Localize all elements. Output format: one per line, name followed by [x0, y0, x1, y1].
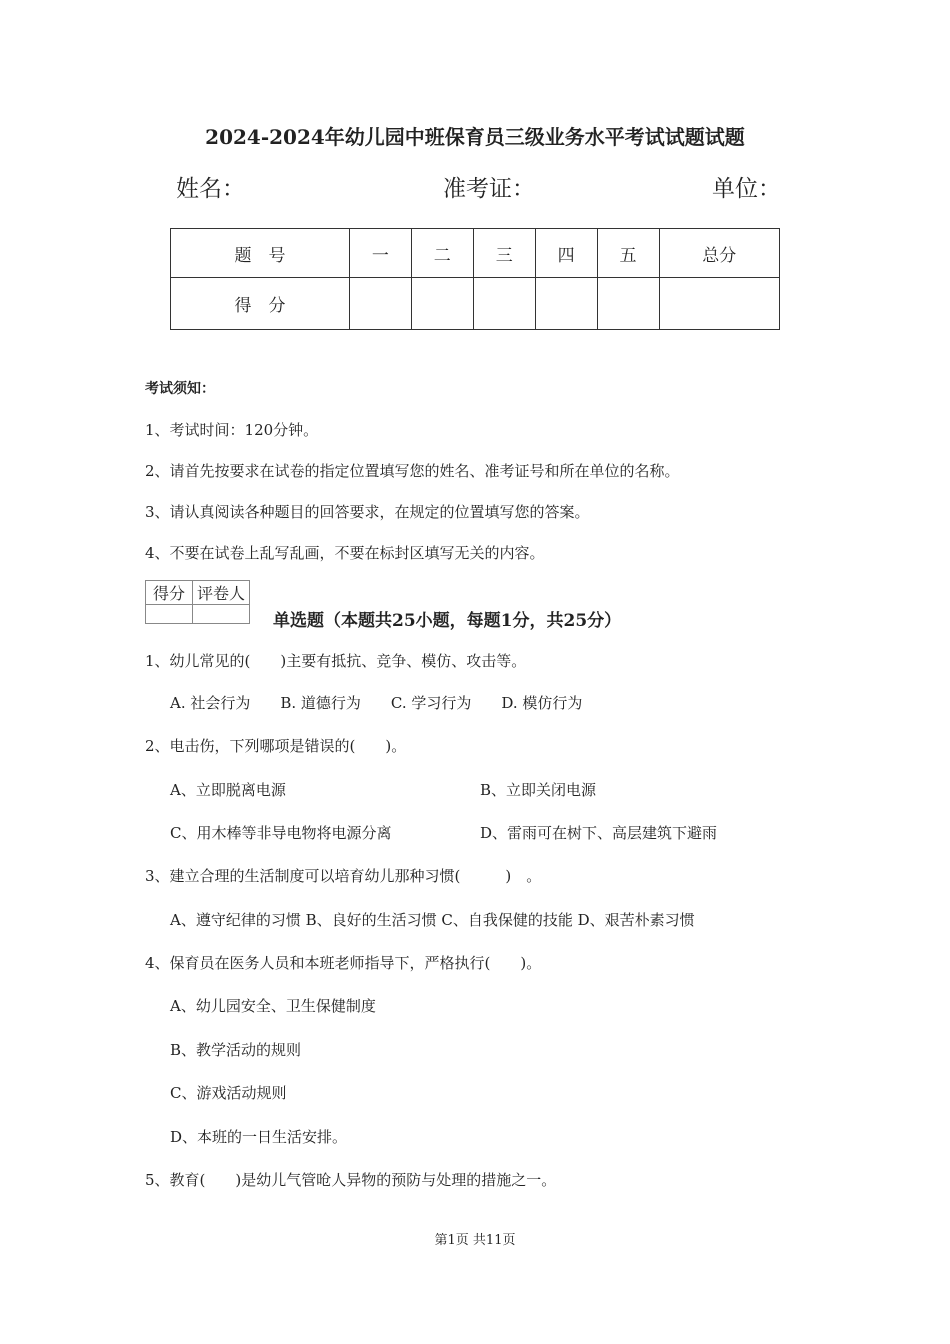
grader-score-label: 得分	[146, 581, 193, 605]
notice-item: 1、考试时间：120分钟。	[145, 421, 319, 439]
notice-item: 3、请认真阅读各种题目的回答要求，在规定的位置填写您的答案。	[145, 503, 590, 521]
score-row-label: 得 分	[171, 278, 350, 330]
score-table-cell: 三	[473, 229, 535, 278]
notice-heading: 考试须知：	[145, 381, 215, 397]
question-1: 1、幼儿常见的( )主要有抵抗、竞争、模仿、攻击等。	[145, 652, 527, 670]
score-entry-cell[interactable]	[659, 278, 779, 330]
question-2-option-a: A、立即脱离电源	[170, 781, 286, 799]
question-4-option-c: C、游戏活动规则	[170, 1084, 287, 1102]
score-entry-cell[interactable]	[597, 278, 659, 330]
question-4-option-d: D、本班的一日生活安排。	[170, 1128, 348, 1146]
page-footer: 第1页 共11页	[434, 1233, 516, 1248]
question-4-option-a: A、幼儿园安全、卫生保健制度	[170, 997, 376, 1015]
question-2-option-c: C、用木棒等非导电物将电源分离	[170, 824, 392, 842]
score-table-cell: 题 号	[171, 229, 350, 278]
page-title: 2024-2024年幼儿园中班保育员三级业务水平考试试题试题	[205, 125, 745, 149]
score-entry-cell[interactable]	[473, 278, 535, 330]
score-table-header-row	[171, 229, 780, 278]
score-entry-cell[interactable]	[349, 278, 411, 330]
grader-name-cell[interactable]	[193, 605, 250, 624]
question-1-options: A. 社会行为 B. 道德行为 C. 学习行为 D. 模仿行为	[170, 694, 583, 712]
question-4-option-b: B、教学活动的规则	[170, 1041, 302, 1059]
notice-item: 2、请首先按要求在试卷的指定位置填写您的姓名、准考证号和所在单位的名称。	[145, 462, 680, 480]
score-table-cell: 五	[597, 229, 659, 278]
question-4: 4、保育员在医务人员和本班老师指导下，严格执行( )。	[145, 954, 542, 972]
grader-box	[145, 580, 250, 624]
notice-item: 4、不要在试卷上乱写乱画，不要在标封区填写无关的内容。	[145, 544, 545, 562]
section-title: 单选题（本题共25小题，每题1分，共25分）	[273, 611, 622, 631]
question-2-option-d: D、雷雨可在树下、高层建筑下避雨	[480, 824, 718, 842]
score-table-score-row	[171, 278, 780, 330]
question-3-options: A、遵守纪律的习惯 B、良好的生活习惯 C、自我保健的技能 D、艰苦朴素习惯	[170, 911, 695, 929]
score-entry-cell[interactable]	[411, 278, 473, 330]
score-table	[170, 228, 780, 330]
exam-id-label: 准考证：	[443, 176, 535, 202]
score-table-cell: 二	[411, 229, 473, 278]
score-table-cell: 一	[349, 229, 411, 278]
question-3: 3、建立合理的生活制度可以培育幼儿那种习惯( ) 。	[145, 867, 542, 885]
score-table-cell: 四	[535, 229, 597, 278]
name-label: 姓名：	[176, 176, 245, 202]
unit-label: 单位：	[712, 176, 781, 202]
grader-name-label: 评卷人	[193, 581, 250, 605]
grader-score-cell[interactable]	[146, 605, 193, 624]
question-5: 5、教育( )是幼儿气管呛人异物的预防与处理的措施之一。	[145, 1171, 557, 1189]
question-2: 2、电击伤，下列哪项是错误的( )。	[145, 737, 407, 755]
score-entry-cell[interactable]	[535, 278, 597, 330]
question-2-option-b: B、立即关闭电源	[480, 781, 597, 799]
score-table-cell: 总分	[659, 229, 779, 278]
